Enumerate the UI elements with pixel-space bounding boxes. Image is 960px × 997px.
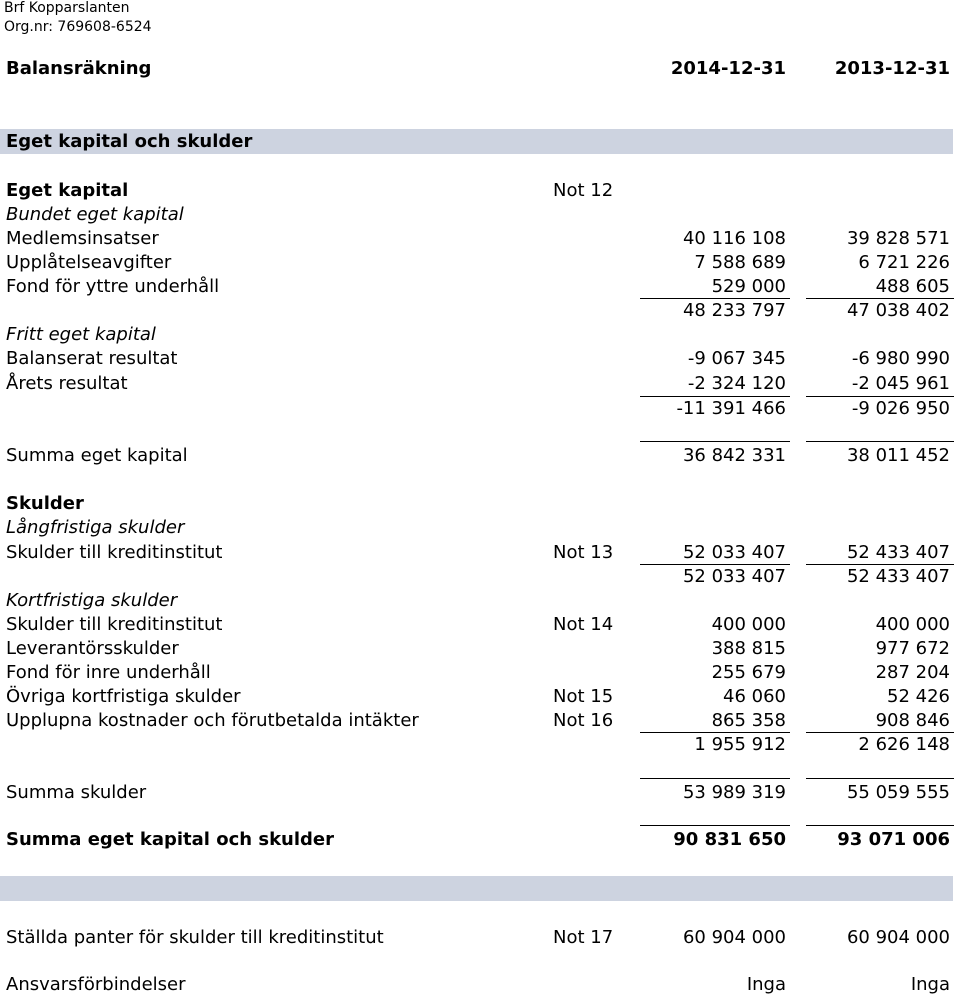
table-row xyxy=(0,926,960,950)
sum-2014: 53 989 319 xyxy=(682,782,786,803)
row-label: Skulder till kreditinstitut xyxy=(6,614,223,635)
note-ref: Not 16 xyxy=(553,710,614,731)
table-row xyxy=(0,275,960,299)
value-2013: 39 828 571 xyxy=(846,228,950,249)
note-ref: Not 12 xyxy=(553,180,614,201)
total-rule xyxy=(806,825,954,826)
row-label: Övriga kortfristiga skulder xyxy=(6,686,241,707)
table-row xyxy=(0,685,960,709)
kortfristiga-skulder-title: Kortfristiga skulder xyxy=(6,590,178,611)
subtotal-2013: 47 038 402 xyxy=(846,300,950,321)
bundet-eget-kapital-title: Bundet eget kapital xyxy=(6,204,184,225)
grand-total-row xyxy=(0,828,960,852)
value-2013: 60 904 000 xyxy=(846,927,950,948)
page-title: Balansräkning xyxy=(6,58,152,79)
row-label: Balanserat resultat xyxy=(6,348,178,369)
value-2014: -9 067 345 xyxy=(687,348,786,369)
org-number: Org.nr: 769608-6524 xyxy=(4,19,152,35)
note-ref: Not 15 xyxy=(553,686,614,707)
row-label: Leverantörsskulder xyxy=(6,638,179,659)
sum-label: Summa skulder xyxy=(6,782,147,803)
value-2013: 977 672 xyxy=(875,638,950,659)
subtotal-2013: -9 026 950 xyxy=(851,398,950,419)
subtotal-row xyxy=(0,733,960,757)
subtotal-2013: 52 433 407 xyxy=(846,566,950,587)
table-row xyxy=(0,541,960,565)
skulder-heading-row xyxy=(0,492,960,516)
subtotal-row xyxy=(0,565,960,589)
subtotal-2014: 1 955 912 xyxy=(694,734,786,755)
report-header-row xyxy=(0,57,960,81)
row-label: Skulder till kreditinstitut xyxy=(6,542,223,563)
grand-total-label: Summa eget kapital och skulder xyxy=(6,829,334,850)
value-2013: 400 000 xyxy=(875,614,950,635)
table-row xyxy=(0,973,960,997)
table-row xyxy=(0,637,960,661)
subtotal-2014: 52 033 407 xyxy=(682,566,786,587)
note-ref: Not 13 xyxy=(553,542,614,563)
value-2013: 52 433 407 xyxy=(846,542,950,563)
value-2013: 6 721 226 xyxy=(858,252,950,273)
section-title: Eget kapital och skulder xyxy=(6,131,253,152)
subtotal-row xyxy=(0,299,960,323)
row-label: Årets resultat xyxy=(6,373,128,394)
total-rule xyxy=(640,825,790,826)
note-ref: Not 17 xyxy=(553,927,614,948)
sum-2013: 55 059 555 xyxy=(846,782,950,803)
value-2014: Inga xyxy=(746,974,786,995)
subsection-title-row xyxy=(0,323,960,347)
subsection-title-row xyxy=(0,589,960,613)
table-row xyxy=(0,709,960,733)
table-row xyxy=(0,347,960,371)
value-2014: 7 588 689 xyxy=(694,252,786,273)
value-2013: -2 045 961 xyxy=(851,373,950,394)
sum-rule xyxy=(806,778,954,779)
sum-2014: 36 842 331 xyxy=(682,445,786,466)
row-label: Upplåtelseavgifter xyxy=(6,252,172,273)
value-2014: 52 033 407 xyxy=(682,542,786,563)
row-label: Upplupna kostnader och förutbetalda intäkter xyxy=(6,710,419,731)
org-name: Brf Kopparslanten xyxy=(4,0,130,16)
value-2014: 400 000 xyxy=(711,614,786,635)
value-2013: Inga xyxy=(910,974,950,995)
grand-total-2014: 90 831 650 xyxy=(673,829,786,850)
value-2014: 865 358 xyxy=(711,710,786,731)
table-row xyxy=(0,661,960,685)
value-2013: 287 204 xyxy=(875,662,950,683)
grand-total-2013: 93 071 006 xyxy=(837,829,950,850)
subtotal-2014: 48 233 797 xyxy=(682,300,786,321)
langfristiga-skulder-title: Långfristiga skulder xyxy=(6,517,185,538)
sum-rule xyxy=(806,441,954,442)
subsection-title-row xyxy=(0,203,960,227)
row-label: Ställda panter för skulder till kreditinstitut xyxy=(6,927,384,948)
value-2014: 60 904 000 xyxy=(682,927,786,948)
value-2013: 908 846 xyxy=(875,710,950,731)
sum-label: Summa eget kapital xyxy=(6,445,188,466)
skulder-heading: Skulder xyxy=(6,493,84,514)
eget-kapital-heading: Eget kapital xyxy=(6,180,129,201)
value-2014: 255 679 xyxy=(711,662,786,683)
value-2014: 529 000 xyxy=(711,276,786,297)
row-label: Medlemsinsatser xyxy=(6,228,159,249)
sum-rule xyxy=(640,441,790,442)
value-2013: -6 980 990 xyxy=(851,348,950,369)
table-row xyxy=(0,613,960,637)
value-2013: 52 426 xyxy=(887,686,950,707)
value-2014: 388 815 xyxy=(711,638,786,659)
value-2014: -2 324 120 xyxy=(687,373,786,394)
table-row xyxy=(0,227,960,251)
value-2014: 40 116 108 xyxy=(682,228,786,249)
table-row xyxy=(0,372,960,396)
row-label: Ansvarsförbindelser xyxy=(6,974,186,995)
row-label: Fond för inre underhåll xyxy=(6,662,211,683)
column-header-2013: 2013-12-31 xyxy=(834,58,950,79)
note-ref: Not 14 xyxy=(553,614,614,635)
eget-kapital-heading-row xyxy=(0,179,960,203)
sum-rule xyxy=(640,778,790,779)
value-2014: 46 060 xyxy=(723,686,786,707)
sum-row xyxy=(0,781,960,805)
sum-2013: 38 011 452 xyxy=(846,445,950,466)
subtotal-2013: 2 626 148 xyxy=(858,734,950,755)
row-label: Fond för yttre underhåll xyxy=(6,276,220,297)
column-header-2014: 2014-12-31 xyxy=(670,58,786,79)
section-band xyxy=(0,876,953,901)
value-2013: 488 605 xyxy=(875,276,950,297)
subtotal-row xyxy=(0,397,960,421)
fritt-eget-kapital-title: Fritt eget kapital xyxy=(6,324,156,345)
section-title-row xyxy=(0,130,960,154)
subsection-title-row xyxy=(0,516,960,540)
sum-row xyxy=(0,444,960,468)
table-row xyxy=(0,251,960,275)
subtotal-2014: -11 391 466 xyxy=(676,398,786,419)
